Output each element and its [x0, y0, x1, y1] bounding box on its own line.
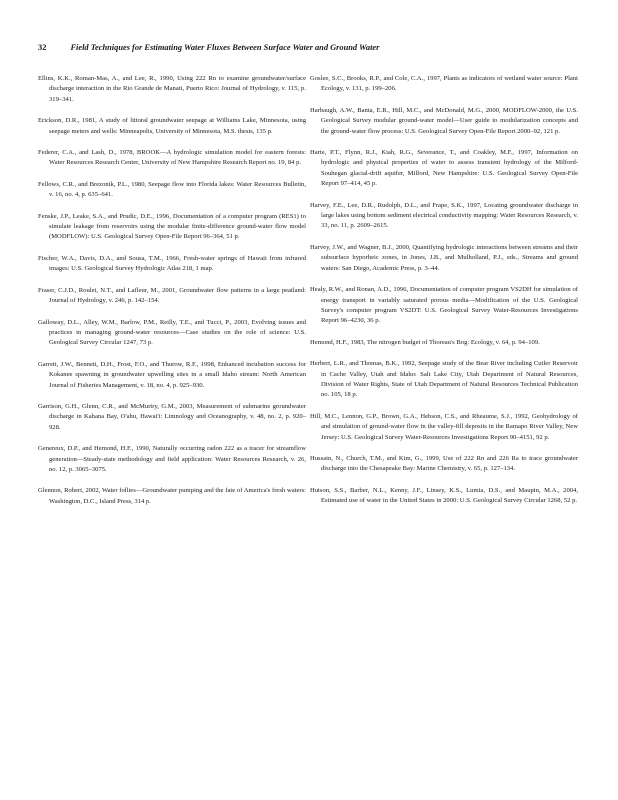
- reference-entry: Harvey, J.W., and Wagner, B.J., 2000, Quantifying hydrologic interactions between streams and their subsurface hyporheic zones, in Jones, J.B., and Mulholland, P.J., eds., Streams and ground waters: San Diego, Academic Press, p. 3–44.: [310, 243, 578, 272]
- reference-entry: Harte, P.T., Flynn, R.J., Kiah, R.G., Severance, T., and Coakley, M.F., 1997, Information on hydrologic and physical properties of water to assess transient hydrology of the Milford-Souhegan glacial-drift aquifer, Milford, New Hampshire: U.S. Geological Survey Open-File Report 97–414, 45 p.: [310, 149, 578, 188]
- reference-entry: Goslee, S.C., Brooks, R.P., and Cole, C.A., 1997, Plants as indicators of wetland water source: Plant Ecology, v. 131, p. 199–206.: [310, 75, 578, 93]
- reference-entry: Fellows, C.R., and Brezonik, P.L., 1980, Seepage flow into Florida lakes: Water Resources Bulletin, v. 16, no. 4, p. 635–641.: [38, 180, 306, 199]
- reference-entry: Healy, R.W., and Ronan, A.D., 1996, Documentation of computer program VS2DH for simulation of energy transport in variably saturated porous media—Modification of the U.S. Geological Survey's computer program VS2DT: U.S. Geological Survey Water-Resources Investigations Report 96–4230, 36 p.: [310, 286, 578, 325]
- running-header: [38, 43, 588, 52]
- reference-entry: Harbaugh, A.W., Banta, E.R., Hill, M.C., and McDonald, M.G., 2000, MODFLOW-2000, the U.S. Geological Survey modular ground-water model—User guide to modularization concepts and the ground-water flow process: U.S. Geological Survey Open-File Report 2000–92, 121 p.: [310, 106, 578, 135]
- reference-entry: Garrison, G.H., Glenn, C.R., and McMurtry, G.M., 2003, Measurement of submarine groundwater discharge in Kahana Bay, O'ahu, Hawai'i: Limnology and Oceanography, v. 48, no. 2, p. 920–928.: [38, 402, 306, 431]
- reference-entry: Glennon, Robert, 2002, Water follies—Groundwater pumping and the fate of America's fresh waters: Washington, D.C., Island Press, 314 p.: [38, 487, 306, 505]
- reference-entry: Galloway, D.L., Alley, W.M., Barlow, P.M., Reilly, T.E., and Tucci, P., 2003, Evolving issues and practices in managing ground-water resources—Case studies on the role of science: U.S. Geological Survey Circular 1247, 73 p.: [38, 318, 306, 347]
- reference-entry: Herbert, L.R., and Thomas, B.K., 1992, Seepage study of the Bear River including Cutler Reservoir in Cache Valley, Utah and Idaho: Salt Lake City, Utah Department of Natural Resources, Division of Water Rights, State of Utah Department of Natural Resources Technical Publication no. 105, 18 p.: [310, 360, 578, 399]
- reference-entry: Ellins, K.K., Roman-Mas, A., and Lee, R., 1990, Using 222 Rn to examine groundwater/surface discharge interaction in the Rio Grande de Manati, Puerto Rico: Journal of Hydrology, v. 115, p. 319–341.: [38, 75, 306, 103]
- reference-entry: Erickson, D.R., 1981, A study of littoral groundwater seepage at Williams Lake, Minnesota, using seepage meters and wells: Minneapolis, University of Minnesota, M.S. thesis, 135 p.: [38, 117, 306, 135]
- references-right-column: [310, 74, 578, 518]
- running-title: Field Techniques for Estimating Water Fluxes Between Surface Water and Ground Water: [70, 43, 380, 52]
- page-number: 32: [38, 43, 47, 52]
- reference-entry: Hussain, N., Church, T.M., and Kim, G., 1999, Use of 222 Rn and 226 Ra to trace groundwater discharge into the Chesapeake Bay: Marine Chemistry, v. 65, p. 127–134.: [310, 454, 578, 473]
- reference-entry: Federer, C.A., and Lash, D., 1978, BROOK—A hydrologic simulation model for eastern forests: Water Resources Research Center, University of New Hampshire Research Report no. 19, 84 p.: [38, 149, 306, 167]
- reference-entry: Fenske, J.P., Leake, S.A., and Prudic, D.E., 1996, Documentation of a computer program (RES1) to simulate leakage from reservoirs using the modular finite-difference ground-water flow model (MODFLOW): U.S. Geological Survey Open-File Report 96–364, 51 p.: [38, 212, 306, 241]
- reference-entry: Fraser, C.J.D., Roulet, N.T., and Lafleur, M., 2001, Groundwater flow patterns in a large peatland: Journal of Hydrology, v. 246, p. 142–154.: [38, 286, 306, 305]
- reference-entry: Fischer, W.A., Davis, D.A., and Sousa, T.M., 1966, Fresh-water springs of Hawaii from infrared images: U.S. Geological Survey Hydrologic Atlas 218, 1 map.: [38, 254, 306, 273]
- reference-entry: Garrett, J.W., Bennett, D.H., Frost, F.O., and Thurow, R.F., 1998, Enhanced incubation success for Kokanee spawning in groundwater upwelling sites in a small Idaho stream: North American Journal of Fisheries Management, v. 18, no. 4, p. 925–930.: [38, 360, 306, 389]
- reference-entry: Harvey, F.E., Lee, D.R., Rudolph, D.L., and Frape, S.K., 1997, Locating groundwater discharge in large lakes using bottom sediment electrical conductivity mapping: Water Resources Research, v. 33, no. 11, p. 2609–2615.: [310, 201, 578, 230]
- reference-entry: Hutson, S.S., Barber, N.L., Kenny, J.F., Linsey, K.S., Lumia, D.S., and Maupin, M.A., 2004, Estimated use of water in the United States in 2000: U.S. Geological Survey Circular 1268, 52 p.: [310, 486, 578, 505]
- reference-entry: Hemond, H.F., 1983, The nitrogen budget of Thoreau's Bog: Ecology, v. 64, p. 94–109.: [310, 338, 540, 346]
- references-left-column: [38, 74, 306, 518]
- reference-entry: Genereux, D.P., and Hemond, H.F., 1990, Naturally occurring radon 222 as a tracer for streamflow generation—Steady-state methodology and field application: Water Resources Research, v. 26, no. 12, p. 3065–3075.: [38, 445, 306, 473]
- reference-entry: Hill, M.C., Lennon, G.P., Brown, G.A., Hebson, C.S., and Rheaume, S.J., 1992, Geohydrology of and simulation of ground-water flow in the valley-fill deposits in the Ramapo River Valley, New Jersey: U.S. Geological Survey Water-Resources Investigations Report 90–4151, 92 p.: [310, 412, 578, 441]
